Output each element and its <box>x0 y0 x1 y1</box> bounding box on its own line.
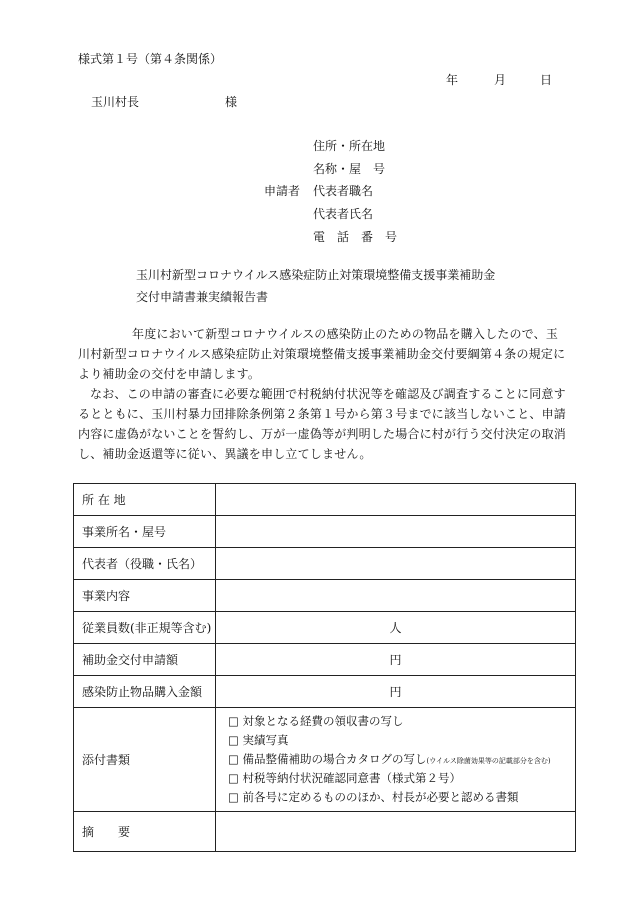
applicant-field-title: 代表者職名 <box>313 184 374 198</box>
address-label: 所 在 地 <box>74 484 216 516</box>
row-employees <box>74 612 576 644</box>
row-attachments <box>74 708 576 812</box>
subsidy-label: 補助金交付申請額 <box>74 644 216 676</box>
representative-label: 代表者（役職・氏名） <box>74 548 216 580</box>
attachment-other[interactable]: □ 前各号に定めるもののほか、村長が必要と認める書類 <box>228 790 519 804</box>
addressee-honorific: 様 <box>225 95 238 109</box>
addressee-name: 玉川村長 <box>91 95 140 109</box>
address-value-field[interactable] <box>216 484 576 516</box>
para1-line2: 川村新型コロナウイルス感染症防止対策環境整備支援事業補助金交付要綱第４条の規定に <box>78 347 566 361</box>
summary-label: 摘 要 <box>74 812 216 852</box>
application-body <box>78 324 578 464</box>
purchase-label: 感染防止物品購入金額 <box>74 676 216 708</box>
representative-value-field[interactable] <box>216 548 576 580</box>
para2-line1: なお、この申請の審査に必要な範囲で村税納付状況等を確認及び調査することに同意す <box>90 387 566 401</box>
row-content <box>74 580 576 612</box>
row-summary <box>74 812 576 852</box>
business-label: 事業所名・屋号 <box>74 516 216 548</box>
row-purchase <box>74 676 576 708</box>
para2-line3: 内容に虚偽がないことを誓約し、万が一虚偽等が判明した場合に村が行う交付決定の取消 <box>78 427 567 441</box>
employees-unit[interactable]: 人 <box>216 612 576 644</box>
row-subsidy <box>74 644 576 676</box>
attachments-list <box>216 708 576 812</box>
form-number: 様式第１号（第４条関係） <box>78 52 223 66</box>
row-address <box>74 484 576 516</box>
para1-line1: 年度において新型コロナウイルスの感染防止のための物品を購入したので、玉 <box>132 327 559 341</box>
title-line-1: 玉川村新型コロナウイルス感染症防止対策環境整備支援事業補助金 <box>136 268 496 282</box>
date-year: 年 <box>446 73 459 87</box>
attachment-receipts[interactable]: □ 対象となる経費の領収書の写し <box>228 714 404 728</box>
title-line-2: 交付申請書兼実績報告書 <box>136 290 269 304</box>
content-label: 事業内容 <box>74 580 216 612</box>
purchase-unit[interactable]: 円 <box>216 676 576 708</box>
attachment-catalog-note: (ウイルス除菌効果等の記載部分を含む) <box>426 757 551 765</box>
application-table <box>73 483 576 852</box>
business-value-field[interactable] <box>216 516 576 548</box>
content-value-field[interactable] <box>216 580 576 612</box>
applicant-label: 申請者 <box>264 184 301 198</box>
date-day: 日 <box>540 73 553 87</box>
employees-label: 従業員数(非正規等含む) <box>74 612 216 644</box>
attachment-catalog-text: □ 備品整備補助の場合カタログの写し <box>228 752 427 766</box>
attachment-tax-consent[interactable]: □ 村税等納付状況確認同意書（様式第２号） <box>228 771 462 785</box>
date-month: 月 <box>494 73 507 87</box>
para2-line4: し、補助金返還等に従い、異議を申し立てしません。 <box>78 447 372 461</box>
summary-value-field[interactable] <box>216 812 576 852</box>
subsidy-unit[interactable]: 円 <box>216 644 576 676</box>
para1-line3: より補助金の交付を申請します。 <box>78 367 261 381</box>
attachment-photos[interactable]: □ 実績写真 <box>228 733 289 747</box>
applicant-field-rep: 代表者氏名 <box>313 207 374 221</box>
para2-line2: るとともに、玉川村暴力団排除条例第２条第１号から第３号までに該当しないこと、申請 <box>78 407 567 421</box>
row-business <box>74 516 576 548</box>
applicant-field-address: 住所・所在地 <box>313 139 386 153</box>
attachment-catalog[interactable] <box>228 750 575 769</box>
applicant-field-name: 名称・屋 号 <box>313 162 386 176</box>
applicant-field-phone: 電 話 番 号 <box>313 230 398 244</box>
attachments-label: 添付書類 <box>74 708 216 812</box>
row-representative <box>74 548 576 580</box>
